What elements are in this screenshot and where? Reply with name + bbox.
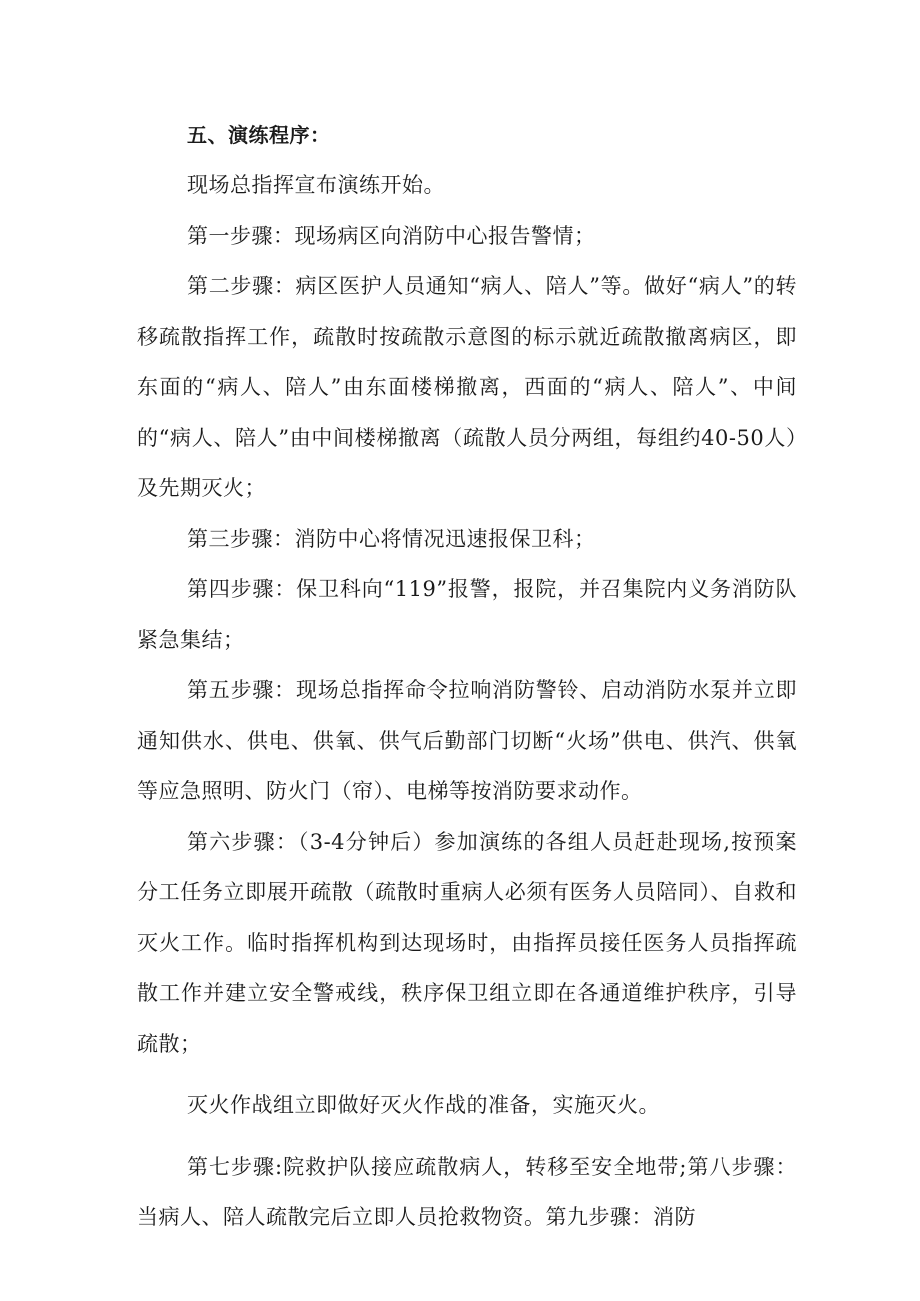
paragraph-step-2: 第二步骤：病区医护人员通知“病人、陪人”等。做好“病人”的转移疏散指挥工作，疏散时按疏散示意图的标示就近疏散撤离病区，即东面的“病人、陪人”由东面楼梯撤离，西面的“病人、陪人”、中间的“病人、陪人”由中间楼梯撤离（疏散人员分两组，每组约40-50人）及先期灭火； (137, 274, 797, 500)
section-heading: 五、演练程序： (187, 123, 331, 147)
paragraph-step-5: 第五步骤：现场总指挥命令拉响消防警铃、启动消防水泵并立即通知供水、供电、供氧、供气后勤部门切断“火场”供电、供汽、供氧等应急照明、防火门（帘）、电梯等按消防要求动作。 (137, 678, 797, 803)
paragraph-step-6: 第六步骤：（3-4分钟后）参加演练的各组人员赶赴现场,按预案分工任务立即展开疏散（疏散时重病人必须有医务人员陪同）、自救和灭火工作。临时指挥机构到达现场时，由指挥员接任医务人员指挥疏散工作并建立安全警戒线，秩序保卫组立即在各通道维护秩序，引导疏散； (137, 829, 797, 1056)
paragraph-step-7-9: 第七步骤:院救护队接应疏散病人，转移至安全地带;第八步骤：当病人、陪人疏散完后立即人员抢救物资。第九步骤：消防 (137, 1154, 797, 1229)
document-body (137, 110, 797, 1243)
paragraph-firefighting: 灭火作战组立即做好灭火作战的准备，实施灭火。 (187, 1093, 660, 1117)
paragraph-step-4: 第四步骤：保卫科向“119”报警，报院，并召集院内义务消防队紧急集结； (137, 577, 797, 652)
paragraph-drill-start: 现场总指挥宣布演练开始。 (187, 173, 445, 197)
paragraph-step-3: 第三步骤：消防中心将情况迅速报保卫科； (187, 526, 596, 551)
paragraph-step-1: 第一步骤：现场病区向消防中心报告警情； (187, 223, 596, 248)
